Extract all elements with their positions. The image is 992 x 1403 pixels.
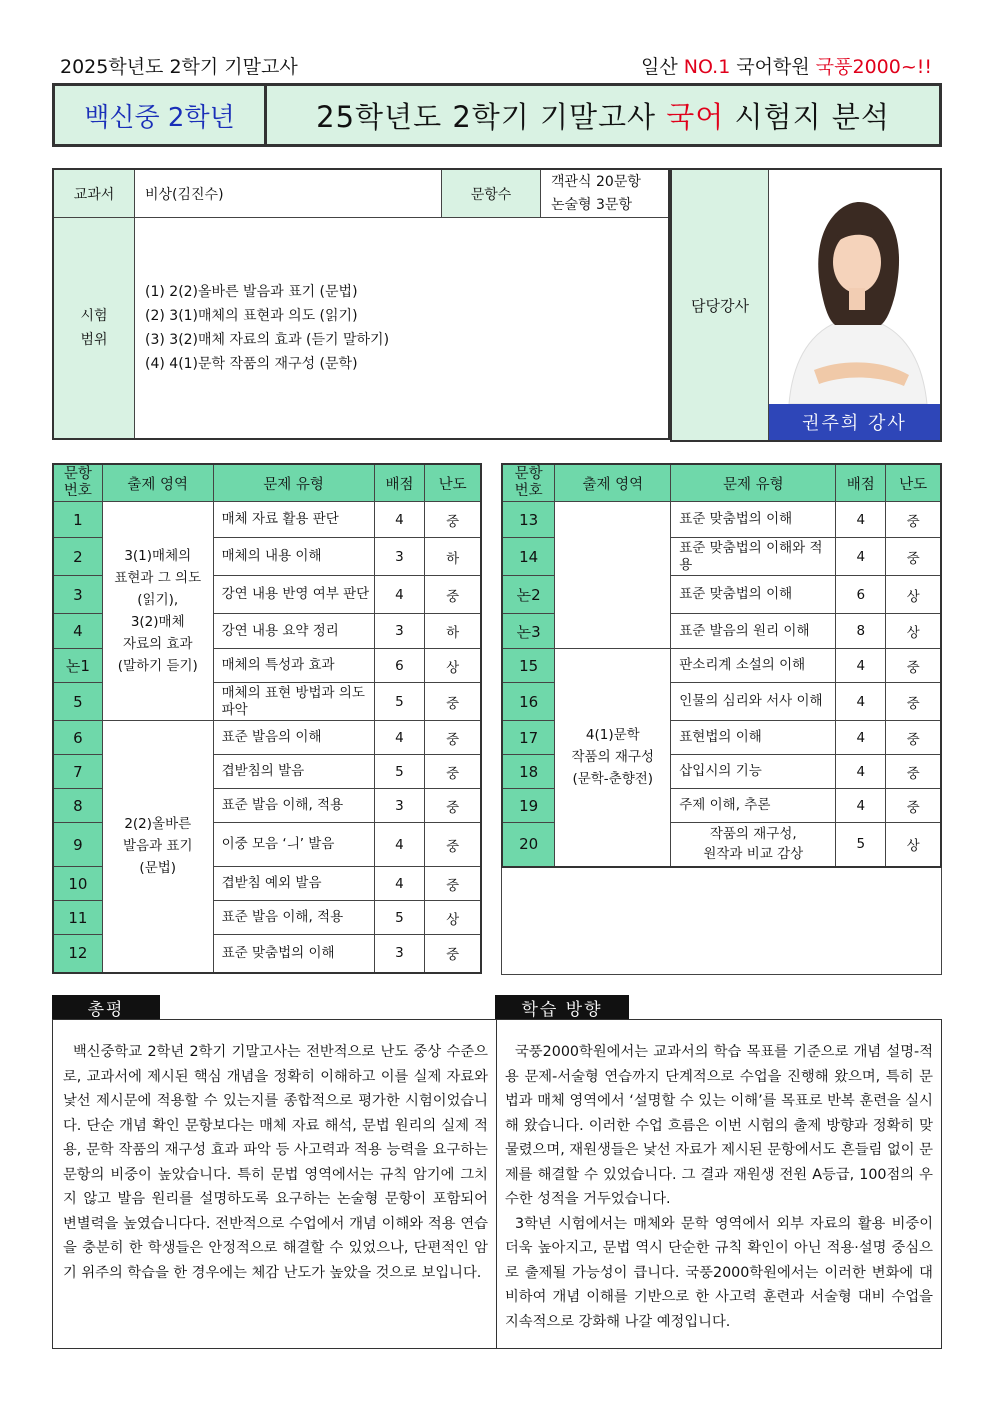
range-item: (3) 3(2)매체 자료의 효과 (듣기 말하기) bbox=[145, 332, 390, 348]
header-type: 문제 유형 bbox=[213, 464, 374, 502]
row-score: 4 bbox=[836, 649, 886, 683]
row-type: 삽입시의 기능 bbox=[671, 755, 836, 789]
table-row bbox=[53, 502, 481, 538]
summary-paragraph: 백신중학교 2학년 2학기 기말고사는 전반적으로 난도 중상 수준으로, 교과서에 제시된 핵심 개념을 정확히 이해하고 이를 실제 자료와 낯선 제시문에 적용할 수 있는지를 종합적으로 평가한 시험이었습니다. 단순 개념 확인 문항보다는 매체 자료 해석, 문법 원리의 실제 적용, 문학 작품의 재구성 효과 파악 등 사고력과 적용 능력을 요구하는 문항의 비중이 높았습니다. 특히 문법 영역에서는 규칙 암기에 그치지 않고 발음 원리를 설명하도록 요구하는 논술형 문항이 포함되어 변별력을 높였습니다다. 전반적으로 수업에서 개념 이해와 적용 연습을 충분히 한 학생들은 안정적으로 해결할 수 있었으나, 단편적인 암기 위주의 학습을 한 경우에는 체감 난도가 높았을 것으로 보입니다. bbox=[63, 1044, 488, 1281]
table-row bbox=[502, 649, 941, 683]
row-score: 4 bbox=[836, 538, 886, 576]
range-label-line2: 범위 bbox=[80, 332, 108, 348]
title-box bbox=[52, 83, 942, 147]
direction-text bbox=[505, 1040, 933, 1334]
row-num: 11 bbox=[53, 901, 102, 935]
row-level: 중 bbox=[886, 649, 941, 683]
row-type: 표준 맞춤법의 이해와 적용 bbox=[671, 538, 836, 576]
exam-info-table bbox=[52, 168, 670, 440]
row-type: 표준 맞춤법의 이해 bbox=[671, 502, 836, 538]
row-type: 작품의 재구성, 원작과 비교 감상 bbox=[671, 823, 836, 867]
row-num: 12 bbox=[53, 935, 102, 973]
row-level: 중 bbox=[886, 721, 941, 755]
row-type: 매체의 특성과 효과 bbox=[213, 649, 374, 683]
page-title bbox=[267, 86, 939, 144]
page-title-suffix: 시험지 분석 bbox=[724, 99, 890, 134]
row-score: 5 bbox=[374, 755, 425, 789]
row-num: 5 bbox=[53, 683, 102, 721]
row-num: 10 bbox=[53, 867, 102, 901]
row-type: 매체 자료 활용 판단 bbox=[213, 502, 374, 538]
header-level: 난도 bbox=[886, 464, 941, 502]
row-num: 3 bbox=[53, 576, 102, 614]
row-num: 논2 bbox=[502, 576, 555, 614]
row-level: 중 bbox=[425, 823, 481, 867]
row-score: 4 bbox=[836, 755, 886, 789]
row-level: 중 bbox=[886, 538, 941, 576]
header-area: 출제 영역 bbox=[102, 464, 213, 502]
header-num: 문항 번호 bbox=[502, 464, 555, 502]
page-title-prefix: 25학년도 2학기 기말고사 bbox=[316, 99, 667, 134]
area-grammar-continued bbox=[555, 502, 671, 649]
row-num: 13 bbox=[502, 502, 555, 538]
range-item: (1) 2(2)올바른 발음과 표기 (문법) bbox=[145, 284, 358, 300]
row-level: 하 bbox=[425, 614, 481, 649]
row-type: 표준 발음의 이해 bbox=[213, 721, 374, 755]
row-score: 5 bbox=[836, 823, 886, 867]
row-score: 3 bbox=[374, 614, 425, 649]
header-score: 배점 bbox=[836, 464, 886, 502]
row-score: 3 bbox=[374, 935, 425, 973]
row-type: 매체의 표현 방법과 의도 파악 bbox=[213, 683, 374, 721]
teacher-label: 담당강사 bbox=[672, 170, 769, 440]
direction-paragraph: 3학년 시험에서는 매체와 문학 영역에서 외부 자료의 활용 비중이 더욱 높아지고, 문법 역시 단순한 규칙 확인이 아닌 적용·설명 중심으로 출제될 가능성이 큽니다. 국풍2000학원에서는 이러한 변화에 대비하여 개념 이해를 기반으로 한 사고력 훈련과 서술형 대비 수업을 지속적으로 강화해 나갈 예정입니다. bbox=[505, 1215, 933, 1330]
summary-tab: 총평 bbox=[52, 995, 160, 1019]
row-num: 1 bbox=[53, 502, 102, 538]
row-score: 4 bbox=[836, 683, 886, 721]
row-type: 표현법의 이해 bbox=[671, 721, 836, 755]
row-type: 매체의 내용 이해 bbox=[213, 538, 374, 576]
row-score: 5 bbox=[374, 683, 425, 721]
row-score: 4 bbox=[374, 867, 425, 901]
row-num: 17 bbox=[502, 721, 555, 755]
table-row bbox=[53, 721, 481, 755]
row-level: 상 bbox=[886, 823, 941, 867]
row-score: 3 bbox=[374, 538, 425, 576]
row-type: 표준 발음의 원리 이해 bbox=[671, 614, 836, 649]
row-num: 14 bbox=[502, 538, 555, 576]
row-level: 상 bbox=[886, 614, 941, 649]
row-level: 중 bbox=[425, 721, 481, 755]
row-level: 중 bbox=[425, 683, 481, 721]
header-area: 출제 영역 bbox=[555, 464, 671, 502]
area-media: 3(1)매체의 표현과 그 의도 (읽기), 3(2)매체 자료의 효과 (말하기 듣기) bbox=[102, 502, 213, 721]
count-objective: 객관식 20문항 bbox=[551, 173, 641, 190]
row-type: 강연 내용 요약 정리 bbox=[213, 614, 374, 649]
header-level: 난도 bbox=[425, 464, 481, 502]
range-label bbox=[53, 218, 135, 440]
header-type: 문제 유형 bbox=[671, 464, 836, 502]
row-num: 20 bbox=[502, 823, 555, 867]
row-level: 중 bbox=[425, 576, 481, 614]
row-level: 중 bbox=[425, 502, 481, 538]
row-level: 상 bbox=[425, 901, 481, 935]
header-right-no: NO.1 bbox=[683, 56, 731, 78]
row-score: 4 bbox=[836, 502, 886, 538]
area-grammar: 2(2)올바른 발음과 표기 (문법) bbox=[102, 721, 213, 973]
header-left-text: 2025학년도 2학기 기말고사 bbox=[60, 56, 298, 78]
range-item: (2) 3(1)매체의 표현과 의도 (읽기) bbox=[145, 308, 358, 324]
teacher-box bbox=[670, 168, 942, 442]
row-num: 9 bbox=[53, 823, 102, 867]
question-table-left bbox=[52, 463, 482, 974]
header-exam-label bbox=[60, 52, 298, 79]
row-num: 19 bbox=[502, 789, 555, 823]
row-score: 8 bbox=[836, 614, 886, 649]
direction-tab: 학습 방향 bbox=[495, 995, 629, 1019]
direction-paragraph: 국풍2000학원에서는 교과서의 학습 목표를 기준으로 개념 설명-적용 문제-서술형 연습까지 단계적으로 수업을 진행해 왔으며, 특히 문법과 매체 영역에서 ‘설명할 수 있는 이해’를 목표로 반복 훈련을 실시해 왔습니다. 이러한 수업 흐름은 이번 시험의 출제 방향과 정확히 맞물렸으며, 재원생들은 낯선 자료가 제시된 문항에서도 흔들림 없이 문제를 해결할 수 있었습니다. 그 결과 재원생 전원 A등급, 100점의 우수한 성적을 거두었습니다. bbox=[505, 1044, 933, 1207]
school-grade-title: 백신중 2학년 bbox=[55, 86, 267, 144]
row-level: 중 bbox=[886, 683, 941, 721]
teacher-portrait-image bbox=[769, 170, 944, 404]
row-type: 이중 모음 ‘ㅢ’ 발음 bbox=[213, 823, 374, 867]
row-type: 겹받침 예외 발음 bbox=[213, 867, 374, 901]
row-level: 상 bbox=[425, 649, 481, 683]
row-score: 6 bbox=[836, 576, 886, 614]
row-level: 중 bbox=[425, 867, 481, 901]
summary-text bbox=[63, 1040, 488, 1285]
row-type: 표준 발음 이해, 적용 bbox=[213, 789, 374, 823]
row-score: 4 bbox=[836, 721, 886, 755]
header-num: 문항 번호 bbox=[53, 464, 102, 502]
row-score: 4 bbox=[374, 576, 425, 614]
count-essay: 논술형 3문항 bbox=[551, 196, 632, 213]
row-num: 6 bbox=[53, 721, 102, 755]
row-type: 표준 맞춤법의 이해 bbox=[213, 935, 374, 973]
row-num: 논3 bbox=[502, 614, 555, 649]
count-value bbox=[541, 169, 670, 218]
row-num: 7 bbox=[53, 755, 102, 789]
row-level: 하 bbox=[425, 538, 481, 576]
row-num: 16 bbox=[502, 683, 555, 721]
row-type: 겹받침의 발음 bbox=[213, 755, 374, 789]
row-level: 중 bbox=[886, 789, 941, 823]
textbook-label: 교과서 bbox=[53, 169, 135, 218]
row-level: 상 bbox=[886, 576, 941, 614]
row-level: 중 bbox=[425, 935, 481, 973]
row-type: 판소리계 소설의 이해 bbox=[671, 649, 836, 683]
row-type: 표준 맞춤법의 이해 bbox=[671, 576, 836, 614]
range-list bbox=[135, 218, 670, 440]
row-type: 강연 내용 반영 여부 판단 bbox=[213, 576, 374, 614]
row-level: 중 bbox=[886, 502, 941, 538]
row-num: 2 bbox=[53, 538, 102, 576]
row-type: 주제 이해, 추론 bbox=[671, 789, 836, 823]
header-right-mid: 국어학원 bbox=[730, 56, 816, 78]
page-title-subject: 국어 bbox=[666, 99, 725, 134]
summary-divider bbox=[496, 1020, 497, 1348]
row-num: 4 bbox=[53, 614, 102, 649]
row-score: 4 bbox=[374, 721, 425, 755]
header-academy-label bbox=[641, 52, 932, 79]
teacher-photo bbox=[769, 170, 940, 404]
row-score: 4 bbox=[836, 789, 886, 823]
range-item: (4) 4(1)문학 작품의 재구성 (문학) bbox=[145, 356, 358, 372]
header-right-prefix: 일산 bbox=[641, 56, 684, 78]
row-num: 18 bbox=[502, 755, 555, 789]
row-num: 8 bbox=[53, 789, 102, 823]
header-score: 배점 bbox=[374, 464, 425, 502]
teacher-name: 권주희 강사 bbox=[769, 404, 940, 440]
area-literature: 4(1)문학 작품의 재구성 (문학-춘향전) bbox=[555, 649, 671, 867]
row-score: 4 bbox=[374, 502, 425, 538]
row-level: 중 bbox=[425, 789, 481, 823]
row-score: 5 bbox=[374, 901, 425, 935]
row-type: 표준 발음 이해, 적용 bbox=[213, 901, 374, 935]
textbook-value: 비상(김진수) bbox=[135, 169, 442, 218]
row-level: 중 bbox=[886, 755, 941, 789]
row-score: 3 bbox=[374, 789, 425, 823]
row-score: 6 bbox=[374, 649, 425, 683]
header-right-brand: 국풍2000~!! bbox=[815, 56, 932, 78]
row-level: 중 bbox=[425, 755, 481, 789]
range-label-line1: 시험 bbox=[80, 308, 108, 324]
table-row bbox=[502, 502, 941, 538]
row-num: 논1 bbox=[53, 649, 102, 683]
row-num: 15 bbox=[502, 649, 555, 683]
count-label: 문항수 bbox=[442, 169, 541, 218]
summary-box bbox=[52, 1019, 942, 1349]
row-type: 인물의 심리와 서사 이해 bbox=[671, 683, 836, 721]
row-score: 4 bbox=[374, 823, 425, 867]
question-table-right bbox=[501, 463, 942, 868]
